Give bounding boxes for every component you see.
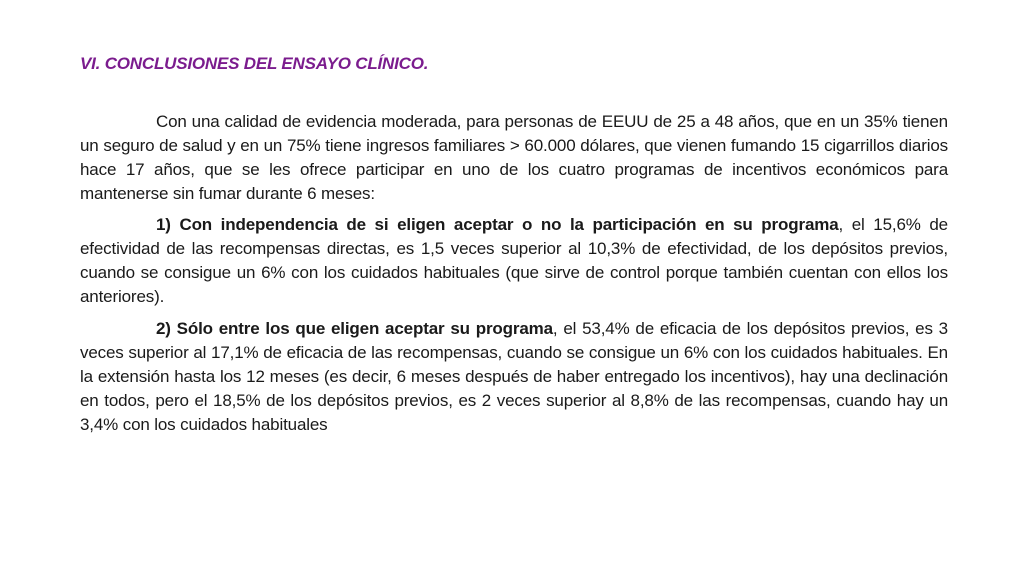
conclusion-point-2 (80, 317, 948, 437)
conclusion-point-2-heading: 2) Sólo entre los que eligen aceptar su programa (156, 319, 553, 338)
slide-title: VI. CONCLUSIONES DEL ENSAYO CLÍNICO. (80, 54, 429, 73)
conclusion-point-2-text: , el 53,4% de eficacia de los depósitos previos, es 3 veces superior al 17,1% de eficacia de las recompensas, cuando se consigue un 6% con los cuidados habituales. En la extensión hasta los 12 meses (es decir, 6 meses después de haber entregado los incentivos), hay una declinación en todos, pero el 18,5% de los depósitos previos, es 2 veces superior al 8,8% de las recompensas, cuando hay un 3,4% con los cuidados habituales (80, 319, 948, 434)
conclusion-point-1-heading: 1) Con independencia de si eligen aceptar o no la participación en su programa (156, 215, 839, 234)
conclusion-point-1-text: , el 15,6% de efectividad de las recompensas directas, es 1,5 veces superior al 10,3% de efectividad, de los depósitos previos, cuando se consigue un 6% con los cuidados habituales (que sirve de control porque también cuentan con ellos los anteriores). (80, 215, 948, 306)
slide-body (80, 110, 948, 445)
conclusion-point-1 (80, 213, 948, 309)
intro-paragraph: Con una calidad de evidencia moderada, para personas de EEUU de 25 a 48 años, que en un 35% tienen un seguro de salud y en un 75% tiene ingresos familiares > 60.000 dólares, que vienen fumando 15 cigarrillos diarios hace 17 años, que se les ofrece participar en uno de los cuatro programas de incentivos económicos para mantenerse sin fumar durante 6 meses: (80, 112, 948, 203)
